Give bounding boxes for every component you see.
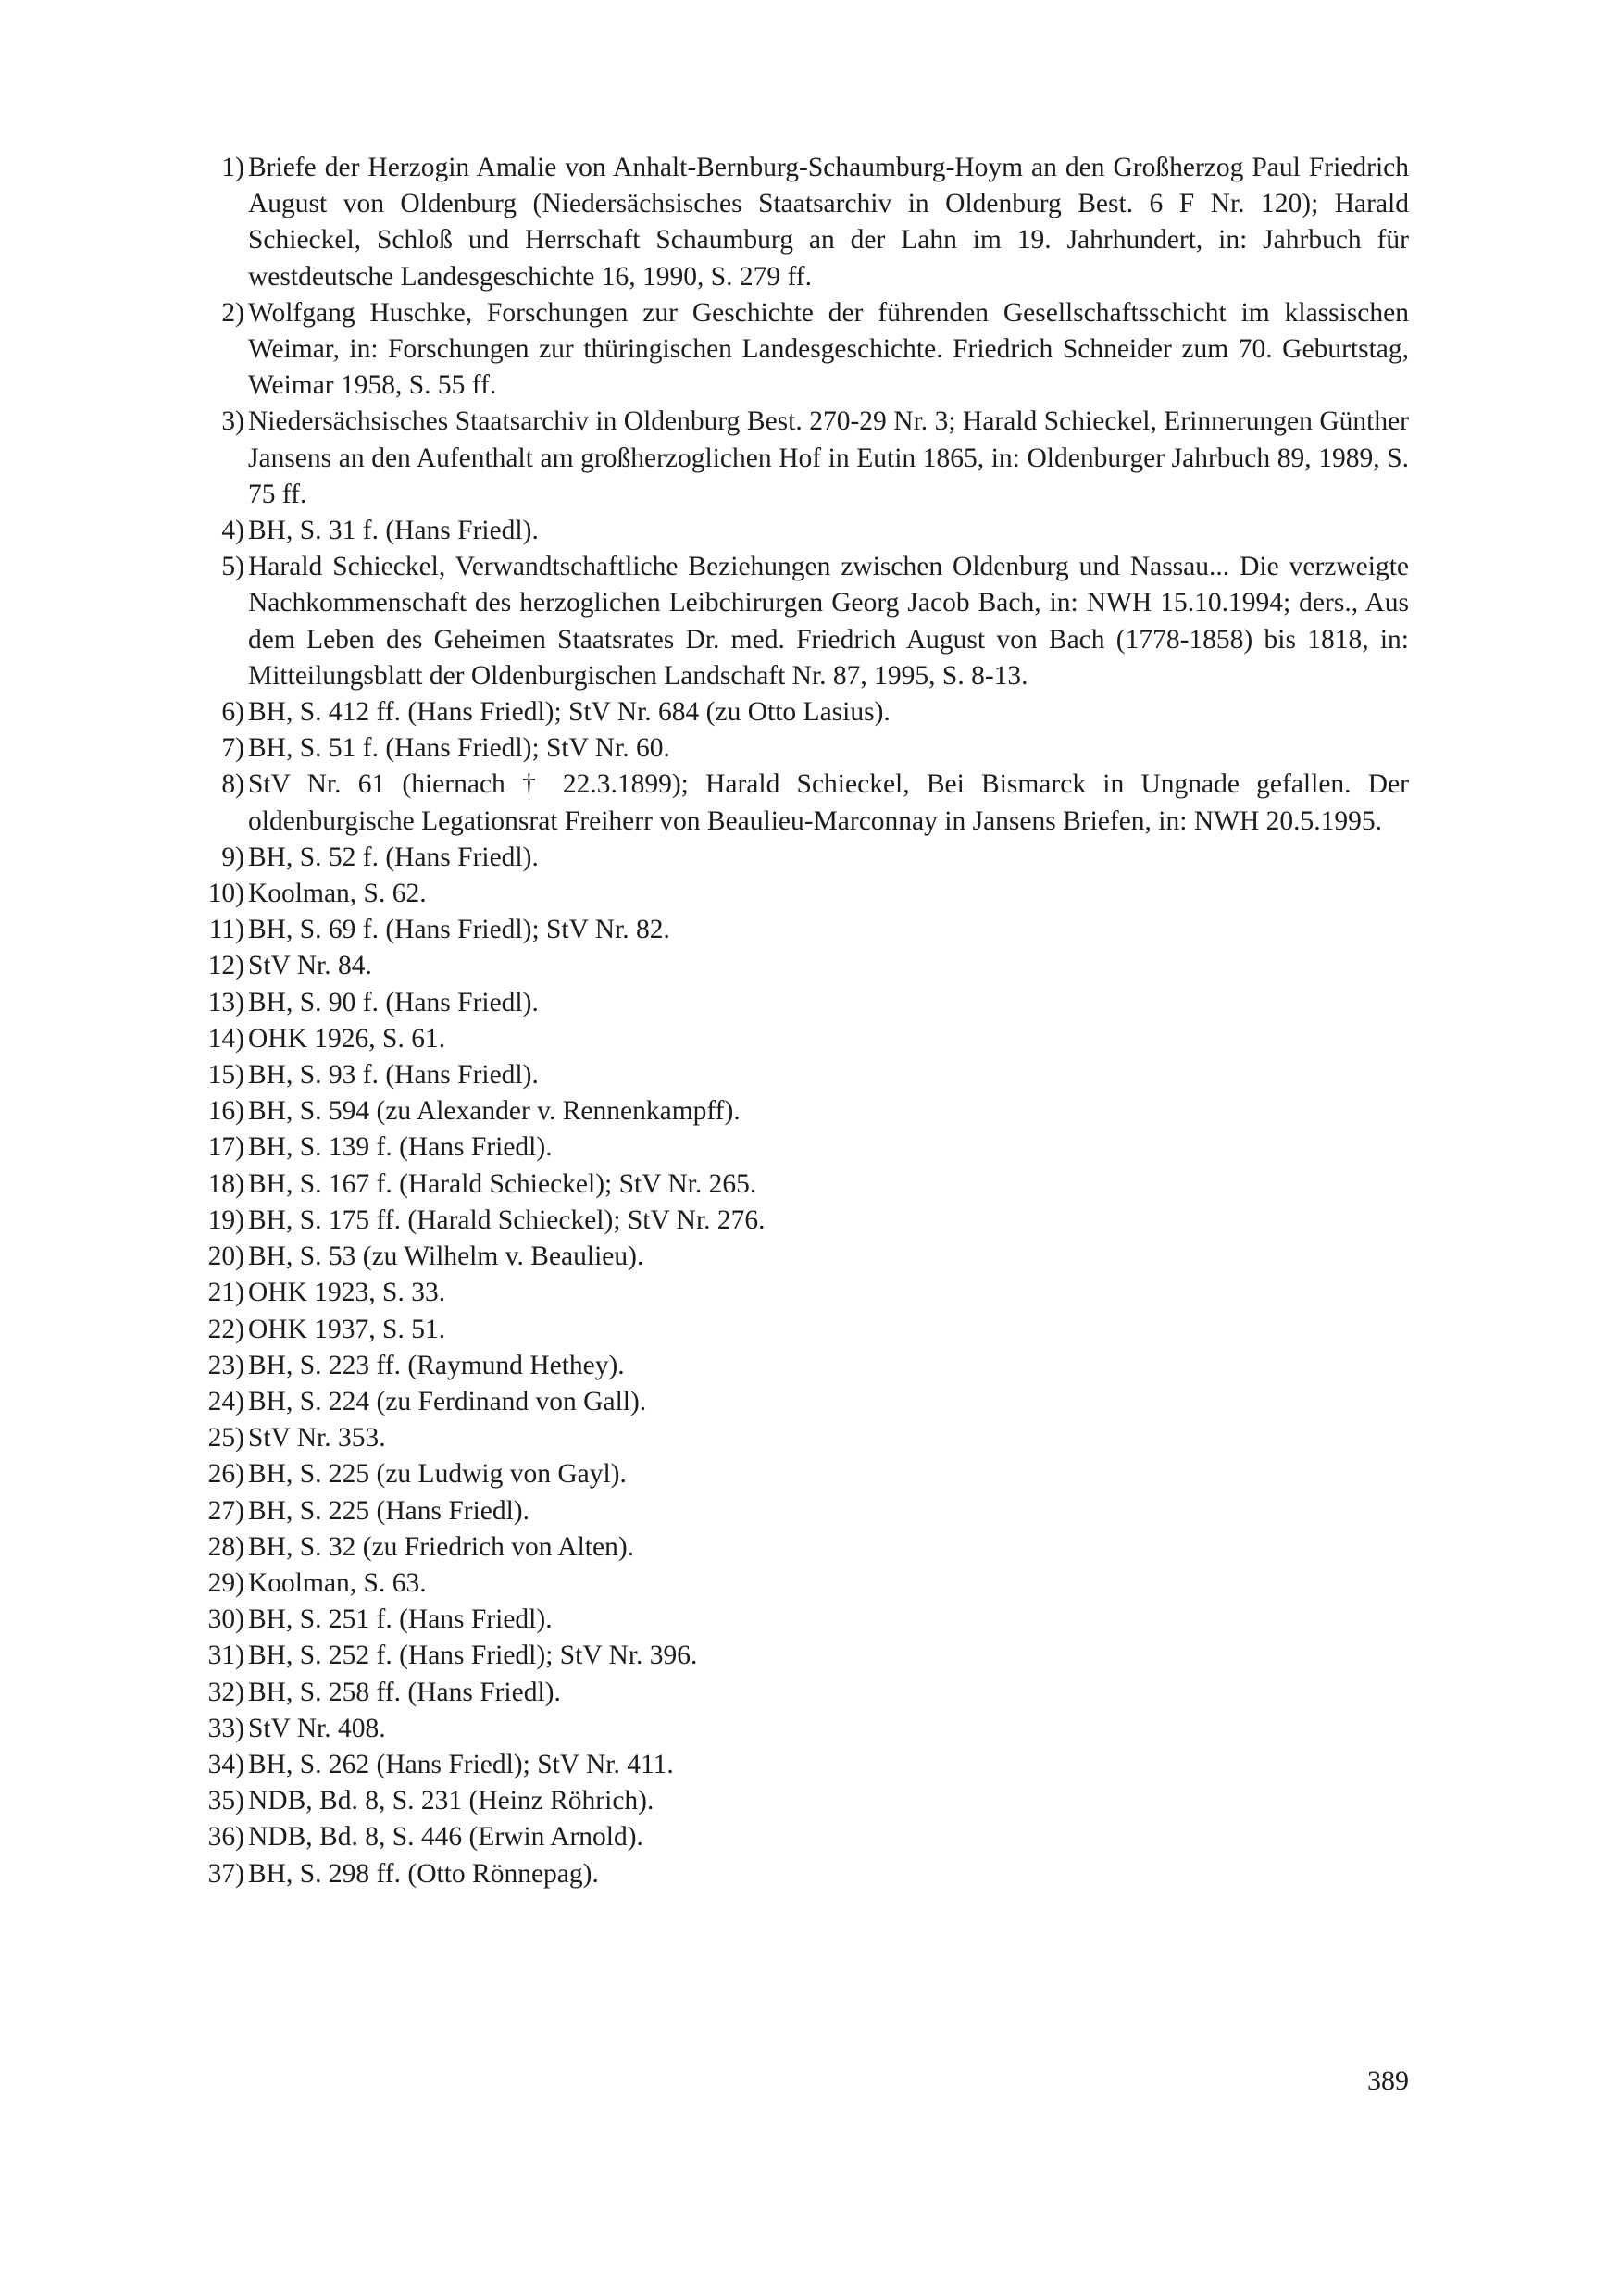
footnote-item <box>185 1348 1409 1384</box>
footnote-item <box>185 840 1409 876</box>
footnote-number: 36) <box>207 1822 244 1853</box>
footnote-number: 5) <box>221 552 244 582</box>
footnote-item <box>185 1239 1409 1275</box>
footnote-text: Briefe der Herzogin Amalie von Anhalt-Bernburg-Schaumburg-Hoym an den Großherzog Paul Friedrich August von Oldenburg (Niedersächsisches Staatsarchiv in Oldenburg Best. 6 F Nr. 120); Harald Schieckel, Schloß und Herrschaft Schaumburg an der Lahn im 19. Jahrhundert, in: Jahrbuch für westdeutsche Landesgeschichte 16, 1990, S. 279 ff. <box>248 153 1409 292</box>
footnote-text: BH, S. 223 ff. (Raymund Hethey). <box>248 1350 625 1380</box>
footnote-text: BH, S. 175 ff. (Harald Schieckel); StV Nr. 276. <box>248 1204 766 1235</box>
footnote-text: StV Nr. 84. <box>248 951 372 981</box>
footnote-item <box>185 1566 1409 1602</box>
footnote-item <box>185 404 1409 513</box>
footnote-number: 16) <box>207 1096 244 1127</box>
footnote-text: BH, S. 139 f. (Hans Friedl). <box>248 1132 553 1163</box>
footnote-number: 27) <box>207 1495 244 1526</box>
footnote-number: 15) <box>207 1060 244 1091</box>
footnote-text: BH, S. 224 (zu Ferdinand von Gall). <box>248 1386 647 1416</box>
footnote-text: BH, S. 225 (Hans Friedl). <box>248 1495 530 1526</box>
footnote-number: 25) <box>207 1423 244 1454</box>
footnote-text: BH, S. 225 (zu Ludwig von Gayl). <box>248 1459 627 1490</box>
footnote-number: 19) <box>207 1204 244 1235</box>
footnote-item <box>185 1093 1409 1129</box>
footnote-number: 17) <box>207 1132 244 1163</box>
footnote-number: 3) <box>221 406 244 437</box>
footnote-item <box>185 1675 1409 1711</box>
footnote-number: 12) <box>207 951 244 981</box>
footnote-number: 9) <box>221 842 244 872</box>
footnote-number: 23) <box>207 1350 244 1380</box>
footnote-item <box>185 549 1409 694</box>
footnote-item <box>185 1420 1409 1456</box>
footnote-item <box>185 1819 1409 1855</box>
footnote-text: BH, S. 252 f. (Hans Friedl); StV Nr. 396. <box>248 1641 698 1671</box>
footnote-item <box>185 1638 1409 1674</box>
footnote-number: 20) <box>207 1242 244 1272</box>
footnote-item <box>185 1747 1409 1783</box>
footnote-number: 32) <box>207 1677 244 1707</box>
footnote-text: Wolfgang Huschke, Forschungen zur Geschichte der führenden Gesellschaftsschicht im klassischen Weimar, in: Forschungen zur thüringischen Landesgeschichte. Friedrich Schneider zum 70. Geburtstag, Weimar 1958, S. 55 ff. <box>248 297 1409 401</box>
footnote-item <box>185 1021 1409 1057</box>
footnote-text: StV Nr. 61 (hiernach † 22.3.1899); Harald Schieckel, Bei Bismarck in Ungnade gefallen. Der oldenburgische Legationsrat Freiherr von Beaulieu-Marconnay in Jansens Briefen, in: NWH 20.5.1995. <box>248 769 1409 836</box>
footnote-item <box>185 767 1409 839</box>
footnote-item <box>185 1384 1409 1420</box>
footnote-text: BH, S. 594 (zu Alexander v. Rennenkampff). <box>248 1096 741 1127</box>
footnote-item <box>185 1711 1409 1747</box>
footnote-number: 29) <box>207 1567 244 1598</box>
footnote-item <box>185 150 1409 295</box>
footnote-text: NDB, Bd. 8, S. 446 (Erwin Arnold). <box>248 1822 643 1853</box>
footnote-text: Koolman, S. 63. <box>248 1567 427 1598</box>
footnote-number: 24) <box>207 1386 244 1416</box>
footnotes-list <box>185 150 1409 1892</box>
footnote-number: 10) <box>207 879 244 909</box>
footnote-number: 33) <box>207 1713 244 1743</box>
footnote-item <box>185 876 1409 912</box>
footnote-number: 6) <box>221 697 244 728</box>
footnote-text: BH, S. 53 (zu Wilhelm v. Beaulieu). <box>248 1242 644 1272</box>
footnote-number: 22) <box>207 1314 244 1344</box>
footnote-item <box>185 1129 1409 1166</box>
footnote-item <box>185 1167 1409 1203</box>
footnote-number: 31) <box>207 1641 244 1671</box>
footnote-item <box>185 730 1409 767</box>
page-number: 389 <box>1367 2065 1409 2096</box>
footnote-number: 28) <box>207 1531 244 1562</box>
footnote-text: BH, S. 69 f. (Hans Friedl); StV Nr. 82. <box>248 915 670 945</box>
footnote-item <box>185 1275 1409 1311</box>
footnote-item <box>185 912 1409 948</box>
footnote-item <box>185 513 1409 549</box>
footnote-text: BH, S. 51 f. (Hans Friedl); StV Nr. 60. <box>248 733 670 764</box>
footnote-text: BH, S. 298 ff. (Otto Rönnepag). <box>248 1858 599 1889</box>
footnote-number: 34) <box>207 1749 244 1779</box>
footnote-text: OHK 1923, S. 33. <box>248 1278 446 1308</box>
footnote-text: StV Nr. 408. <box>248 1713 386 1743</box>
footnote-item <box>185 1856 1409 1892</box>
footnote-number: 30) <box>207 1604 244 1635</box>
footnote-number: 37) <box>207 1858 244 1889</box>
footnote-item <box>185 295 1409 405</box>
footnote-number: 4) <box>221 516 244 546</box>
footnote-number: 1) <box>221 153 244 182</box>
footnote-item <box>185 1529 1409 1566</box>
footnote-item <box>185 1312 1409 1348</box>
footnote-number: 35) <box>207 1786 244 1816</box>
footnote-item <box>185 1602 1409 1638</box>
footnote-text: NDB, Bd. 8, S. 231 (Heinz Röhrich). <box>248 1786 654 1816</box>
footnote-number: 21) <box>207 1278 244 1308</box>
footnote-text: Koolman, S. 62. <box>248 879 427 909</box>
footnote-text: BH, S. 32 (zu Friedrich von Alten). <box>248 1531 635 1562</box>
footnote-text: Niedersächsisches Staatsarchiv in Oldenburg Best. 270-29 Nr. 3; Harald Schieckel, Erinnerungen Günther Jansens an den Aufenthalt am großherzoglichen Hof in Eutin 1865, in: Oldenburger Jahrbuch 89, 1989, S. 75 ff. <box>248 406 1409 509</box>
footnote-number: 11) <box>208 915 244 945</box>
footnote-text: OHK 1937, S. 51. <box>248 1314 446 1344</box>
footnote-item <box>185 1203 1409 1239</box>
footnote-text: BH, S. 412 ff. (Hans Friedl); StV Nr. 684 (zu Otto Lasius). <box>248 697 891 728</box>
footnote-item <box>185 1057 1409 1093</box>
footnote-text: BH, S. 258 ff. (Hans Friedl). <box>248 1677 561 1707</box>
footnote-item <box>185 1783 1409 1819</box>
footnote-text: BH, S. 52 f. (Hans Friedl). <box>248 842 539 872</box>
footnote-text: StV Nr. 353. <box>248 1423 386 1454</box>
footnote-item <box>185 1493 1409 1529</box>
footnote-number: 8) <box>221 769 244 800</box>
footnote-number: 13) <box>207 987 244 1017</box>
footnote-item <box>185 985 1409 1021</box>
footnote-number: 14) <box>207 1023 244 1054</box>
footnote-item <box>185 948 1409 984</box>
footnote-text: BH, S. 31 f. (Hans Friedl). <box>248 516 539 546</box>
footnote-text: OHK 1926, S. 61. <box>248 1023 446 1054</box>
footnote-number: 2) <box>221 297 244 328</box>
footnote-text: Harald Schieckel, Verwandtschaftliche Beziehungen zwischen Oldenburg und Nassau... Die verzweigte Nachkommenschaft des herzoglichen Leibchirurgen Georg Jacob Bach, in: NWH 15.10.1994; ders., Aus dem Leben des Geheimen Staatsrates Dr. med. Friedrich August von Bach (1778-1858) bis 1818, in: Mitteilungsblatt der Oldenburgischen Landschaft Nr. 87, 1995, S. 8-13. <box>248 552 1409 691</box>
footnote-text: BH, S. 262 (Hans Friedl); StV Nr. 411. <box>248 1749 674 1779</box>
footnote-text: BH, S. 93 f. (Hans Friedl). <box>248 1060 539 1091</box>
footnote-item <box>185 694 1409 730</box>
footnote-number: 7) <box>221 733 244 764</box>
footnote-number: 26) <box>207 1459 244 1490</box>
footnote-text: BH, S. 251 f. (Hans Friedl). <box>248 1604 553 1635</box>
footnote-item <box>185 1456 1409 1492</box>
footnote-text: BH, S. 90 f. (Hans Friedl). <box>248 987 539 1017</box>
footnote-number: 18) <box>207 1168 244 1199</box>
footnote-text: BH, S. 167 f. (Harald Schieckel); StV Nr. 265. <box>248 1168 757 1199</box>
